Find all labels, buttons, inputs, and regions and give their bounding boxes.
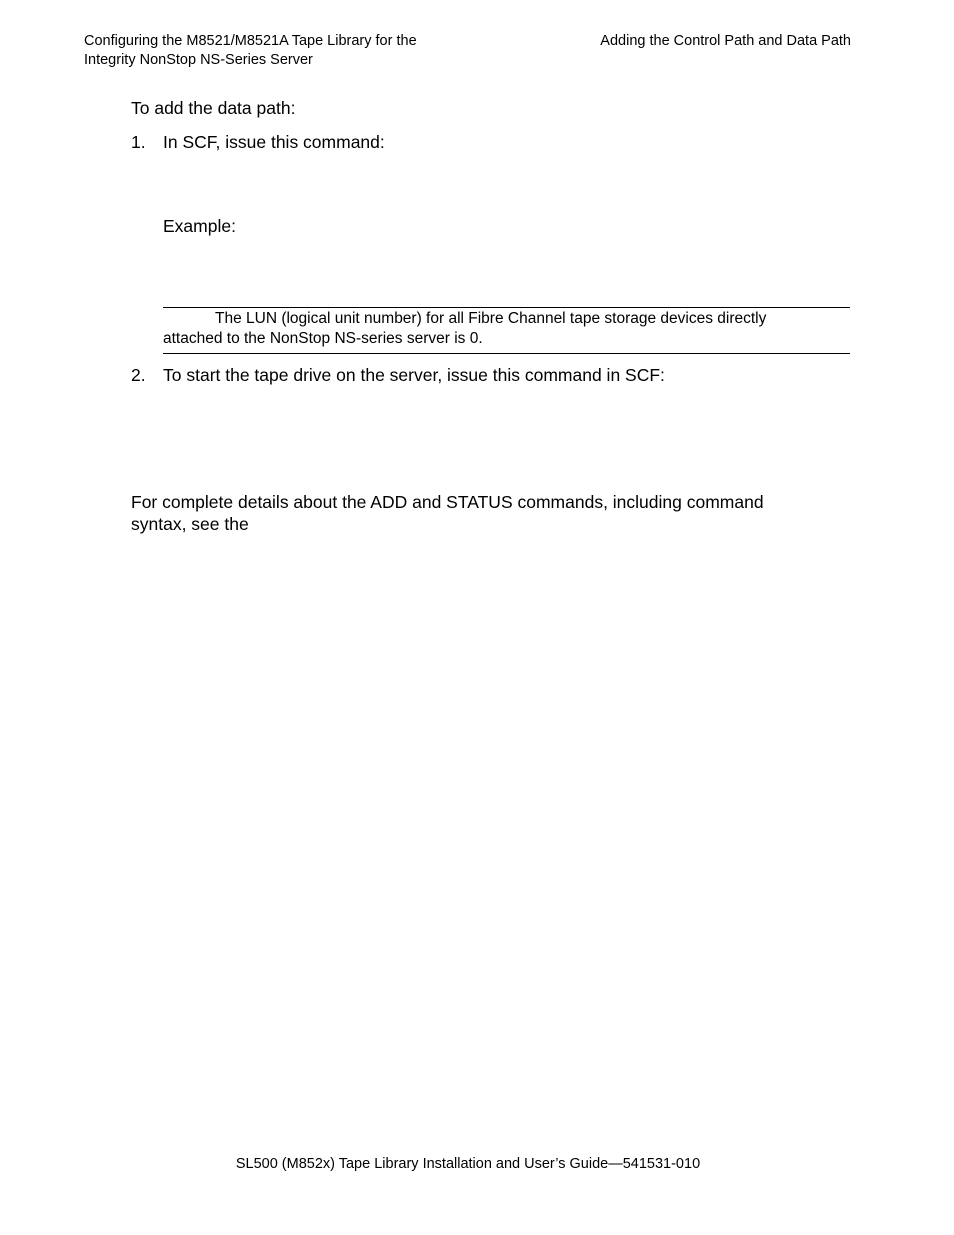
step-1-number: 1. bbox=[131, 132, 146, 152]
closing-paragraph bbox=[131, 491, 851, 535]
intro-text: To add the data path: bbox=[131, 98, 296, 118]
step-2 bbox=[131, 364, 665, 386]
note-box bbox=[163, 307, 850, 354]
note-line-1: The LUN (logical unit number) for all Fibre Channel tape storage devices directly bbox=[215, 310, 767, 327]
step-1 bbox=[131, 131, 385, 153]
closing-line-1: For complete details about the ADD and STATUS commands, including command bbox=[131, 492, 764, 512]
closing-line-2: syntax, see the bbox=[131, 514, 249, 534]
running-header-left bbox=[84, 32, 504, 70]
step-1-text: In SCF, issue this command: bbox=[163, 132, 385, 152]
running-header-right: Adding the Control Path and Data Path bbox=[600, 33, 851, 49]
header-left-line-2: Integrity NonStop NS-Series Server bbox=[84, 52, 313, 68]
header-left-line-1: Configuring the M8521/M8521A Tape Library for the bbox=[84, 33, 417, 49]
page-footer: SL500 (M852x) Tape Library Installation and User’s Guide—541531-010 bbox=[235, 1156, 701, 1172]
step-2-text: To start the tape drive on the server, issue this command in SCF: bbox=[163, 365, 665, 385]
example-label: Example: bbox=[163, 216, 236, 236]
step-2-number: 2. bbox=[131, 365, 146, 385]
note-line-2: attached to the NonStop NS-series server is 0. bbox=[163, 330, 483, 347]
